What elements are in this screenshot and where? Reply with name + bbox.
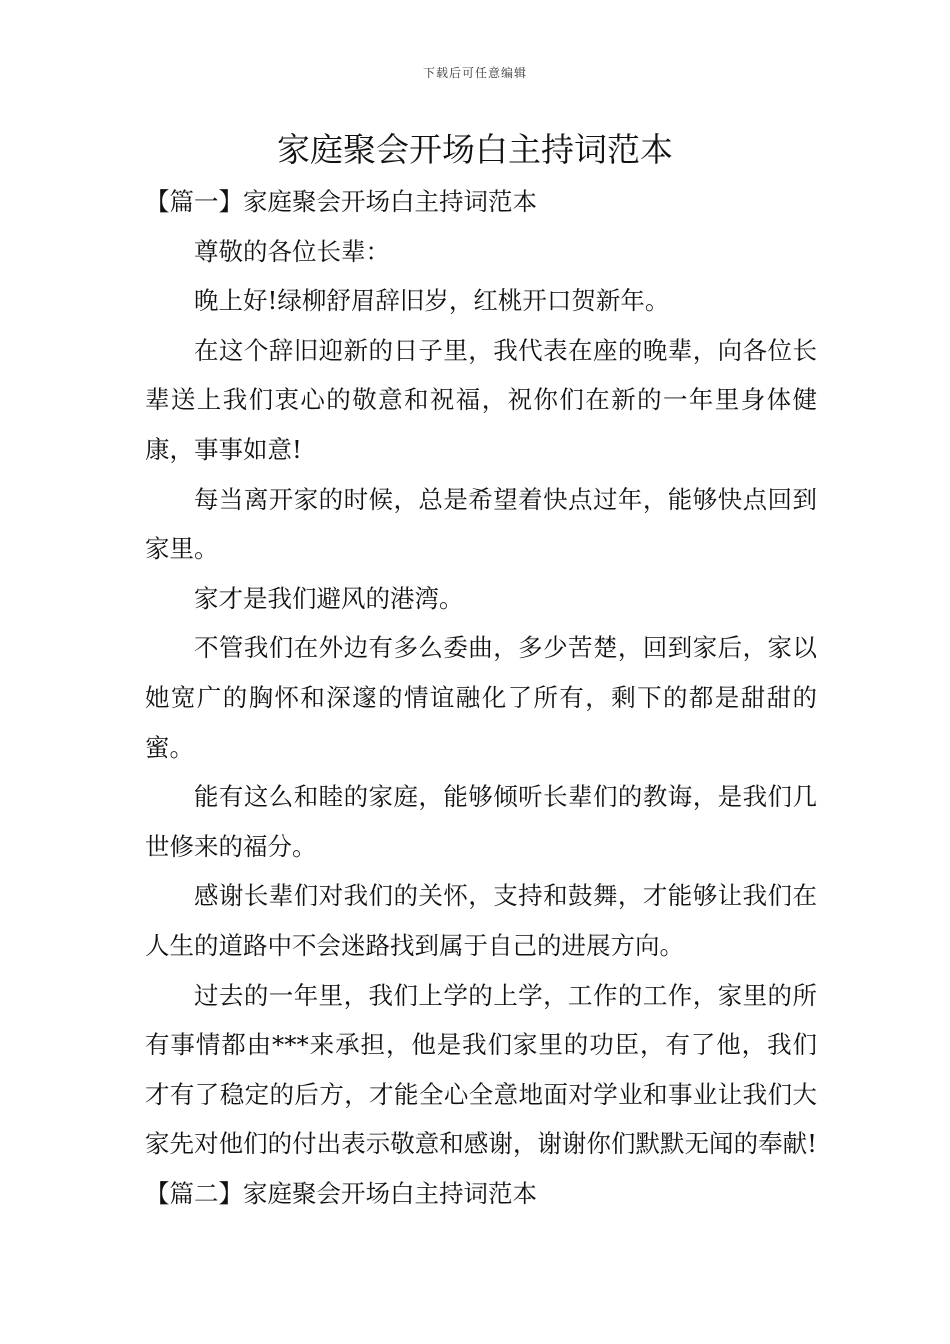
paragraph-leaving-home: 每当离开家的时候，总是希望着快点过年，能够快点回到家里。 xyxy=(145,484,817,564)
section-heading: 【篇一】家庭聚会开场白主持词范本 xyxy=(145,187,537,216)
paragraph-greeting: 尊敬的各位长辈： xyxy=(194,236,390,266)
paragraph-past-year: 过去的一年里，我们上学的上学，工作的工作，家里的所有事情都由***来承担，他是我们家里的功臣，有了他，我们才有了稳定的后方，才能全心全意地面对学业和事业让我们大家先对他们的付出表示敬意和感谢，谢谢你们默默无闻的奉献!【篇二】家庭聚会开场白主持词范本 xyxy=(145,980,817,1208)
paragraph-harmony: 能有这么和睦的家庭，能够倾听长辈们的教诲，是我们几世修来的福分。 xyxy=(145,782,817,861)
header-note: 下载后可任意编辑 xyxy=(422,66,527,80)
paragraph-blessing: 在这个辞旧迎新的日子里，我代表在座的晚辈，向各位长辈送上我们衷心的敬意和祝福，祝你们在新的一年里身体健康，事事如意! xyxy=(145,335,817,464)
document-title: 家庭聚会开场白主持词范本 xyxy=(277,130,673,169)
paragraph-gratitude: 感谢长辈们对我们的关怀，支持和鼓舞，才能够让我们在人生的道路中不会迷路找到属于自己的进展方向。 xyxy=(145,881,817,960)
document-body xyxy=(145,177,817,1218)
paragraph-harbor: 家才是我们避风的港湾。 xyxy=(194,583,464,613)
paragraph-good-evening: 晚上好!绿柳舒眉辞旧岁，红桃开口贺新年。 xyxy=(194,286,670,316)
paragraph-grievances: 不管我们在外边有多么委曲，多少苦楚，回到家后，家以她宽广的胸怀和深邃的情谊融化了所有，剩下的都是甜甜的蜜。 xyxy=(145,633,817,762)
